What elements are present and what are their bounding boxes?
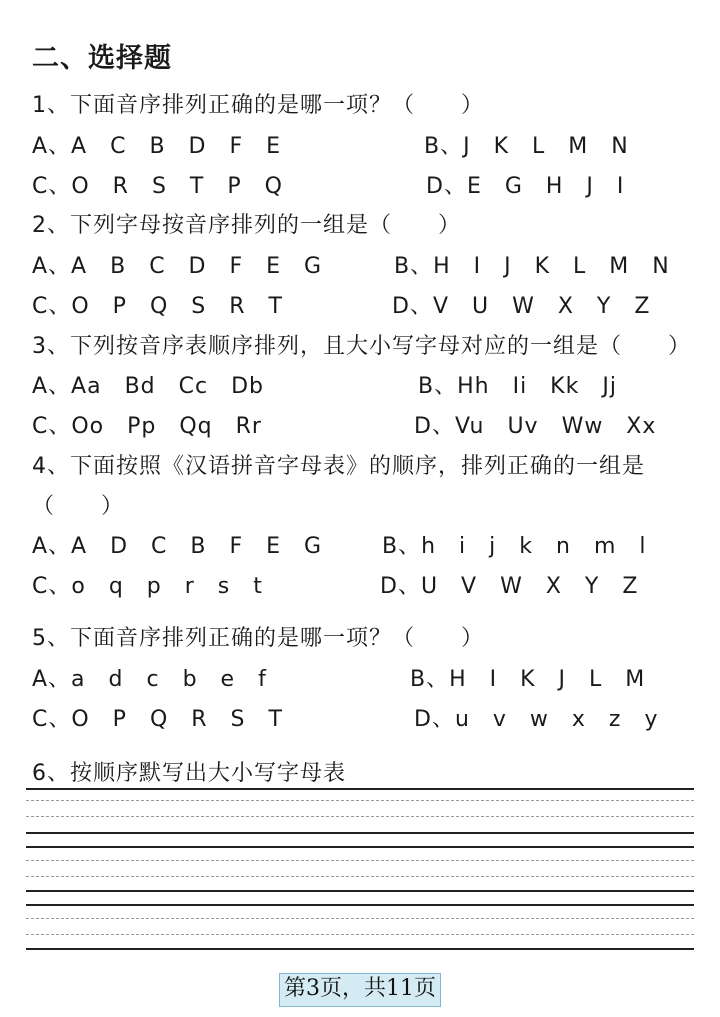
- question-1-option-a: A、A C B D F E: [32, 134, 282, 159]
- question-1-option-b: B、J K L M N: [424, 134, 629, 159]
- question-2-option-b: B、H I J K L M N: [394, 254, 670, 279]
- writing-guide-line: [26, 816, 694, 817]
- question-4-option-c: C、o q p r s t: [32, 574, 263, 599]
- question-4-stem: 4、下面按照《汉语拼音字母表》的顺序，排列正确的一组是: [32, 454, 645, 479]
- writing-line: [26, 904, 694, 906]
- writing-guide-line: [26, 918, 694, 919]
- question-2-option-d: D、V U W X Y Z: [392, 294, 651, 319]
- question-3-option-a: A、Aa Bd Cc Db: [32, 374, 265, 399]
- writing-line: [26, 788, 694, 790]
- writing-guide-line: [26, 876, 694, 877]
- question-3-option-d: D、Vu Uv Ww Xx: [414, 414, 657, 439]
- writing-line: [26, 948, 694, 950]
- question-4-option-d: D、U V W X Y Z: [380, 574, 639, 599]
- section-title: 二、选择题: [32, 43, 172, 74]
- question-5-option-c: C、O P Q R S T: [32, 707, 283, 732]
- question-1-stem: 1、下面音序排列正确的是哪一项？（ ）: [32, 93, 484, 118]
- writing-guide-line: [26, 934, 694, 935]
- question-2-stem: 2、下列字母按音序排列的一组是（ ）: [32, 213, 461, 238]
- writing-line: [26, 846, 694, 848]
- question-3-option-b: B、Hh Ii Kk Jj: [418, 374, 617, 399]
- question-2-option-a: A、A B C D F E G: [32, 254, 323, 279]
- question-5-stem: 5、下面音序排列正确的是哪一项？（ ）: [32, 626, 484, 651]
- question-4-option-b: B、h i j k n m l: [382, 534, 647, 559]
- question-5-option-b: B、H I K J L M: [410, 667, 646, 692]
- question-3-option-c: C、Oo Pp Qq Rr: [32, 414, 262, 439]
- question-4-option-a: A、A D C B F E G: [32, 534, 323, 559]
- question-5-option-a: A、a d c b e f: [32, 667, 267, 692]
- writing-line: [26, 890, 694, 892]
- question-4-stem-continued: （ ）: [32, 494, 125, 519]
- page-number: 第3页，共11页: [279, 973, 441, 1007]
- writing-line: [26, 832, 694, 834]
- question-2-option-c: C、O P Q S R T: [32, 294, 283, 319]
- question-1-option-d: D、E G H J I: [426, 174, 625, 199]
- writing-guide-line: [26, 860, 694, 861]
- question-5-option-d: D、u v w x z y: [414, 707, 659, 732]
- question-1-option-c: C、O R S T P Q: [32, 174, 283, 199]
- question-6-stem: 6、按顺序默写出大小写字母表: [32, 761, 346, 786]
- question-3-stem: 3、下列按音序表顺序排列，且大小写字母对应的一组是（ ）: [32, 334, 691, 359]
- writing-guide-line: [26, 800, 694, 801]
